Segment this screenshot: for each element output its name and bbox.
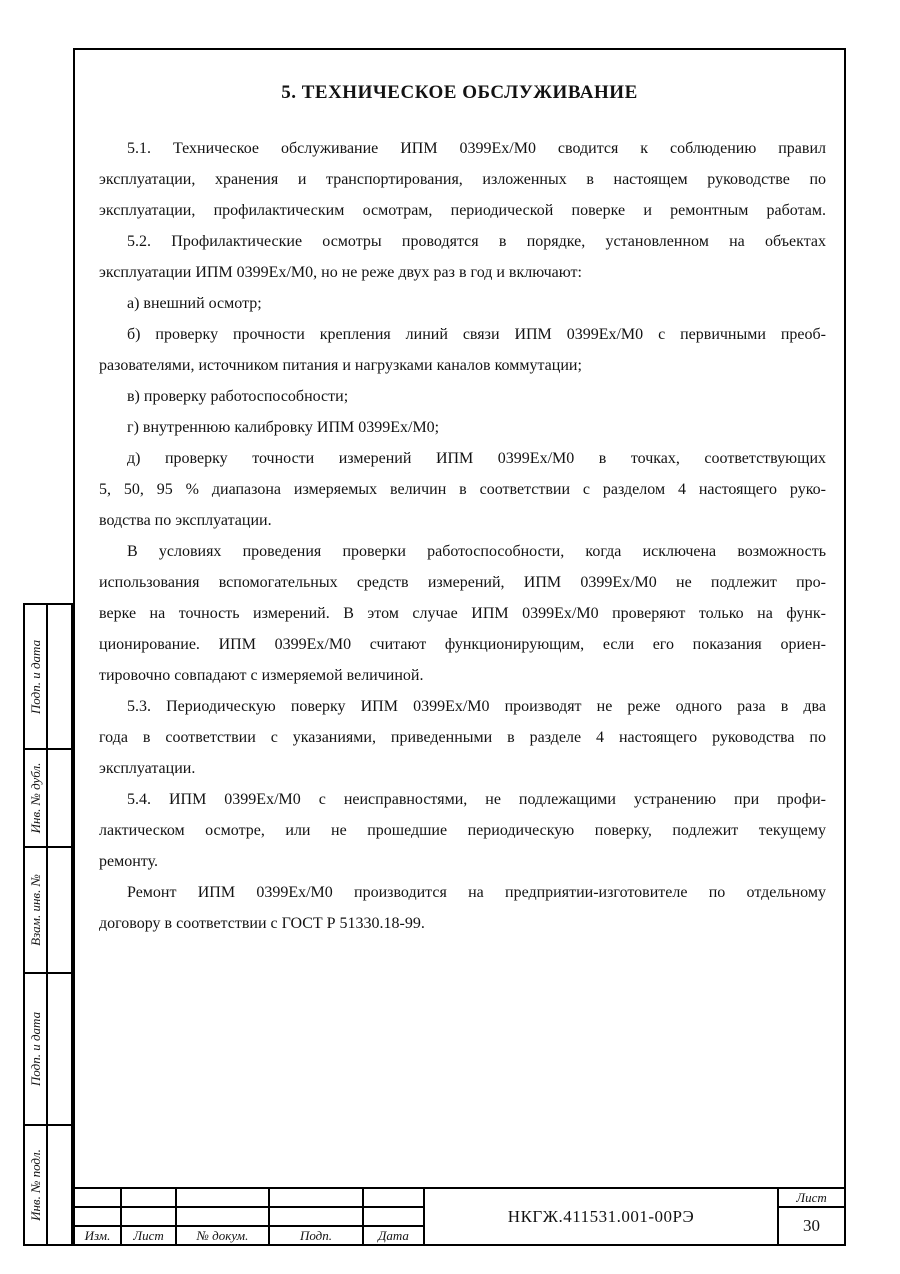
titleblock-column-podp xyxy=(270,1189,364,1244)
text-line: ремонту. xyxy=(99,853,158,870)
side-cell-podp-i-data-1 xyxy=(25,605,71,750)
text-line: в) проверку работоспособности; xyxy=(127,388,349,405)
side-cell-label: Инв. № подл. xyxy=(25,1126,48,1244)
body-text xyxy=(99,133,826,939)
text-line: договору в соответствии с ГОСТ Р 51330.18-99. xyxy=(99,915,425,932)
text-line: 5.4. ИПМ 0399Ех/М0 с неисправностями, не подлежащими устранению при профи- xyxy=(127,791,826,808)
titleblock-column-header: № докум. xyxy=(196,1227,249,1243)
titleblock-column-izm xyxy=(75,1189,122,1244)
text-line: использования вспомогательных средств измерений, ИПМ 0399Ех/М0 не подлежит про- xyxy=(99,574,826,591)
text-line: лактическом осмотре, или не прошедшие периодическую поверку, подлежит текущему xyxy=(99,822,826,839)
titleblock-blank-cell xyxy=(270,1208,362,1227)
titleblock-column-header: Подп. xyxy=(299,1227,333,1243)
side-cell-vzam-inv-no xyxy=(25,848,71,974)
titleblock-column-dokum xyxy=(177,1189,270,1244)
text-line: б) проверку прочности крепления линий связи ИПМ 0399Ех/М0 с первичными преоб- xyxy=(127,326,826,343)
side-cell-inv-no-podl xyxy=(25,1126,71,1244)
gost-title-block xyxy=(73,1187,846,1246)
titleblock-blank-cell xyxy=(122,1208,175,1227)
text-line: В условиях проведения проверки работоспособности, когда исключена возможность xyxy=(127,543,826,560)
section-title: 5. ТЕХНИЧЕСКОЕ ОБСЛУЖИВАНИЕ xyxy=(281,82,638,103)
sheet-cell xyxy=(779,1189,844,1244)
document-number: НКГЖ.411531.001-00РЭ xyxy=(425,1189,779,1244)
side-cell-blank xyxy=(48,848,71,972)
gost-side-column xyxy=(23,603,73,1246)
titleblock-column-list xyxy=(122,1189,177,1244)
titleblock-column-header: Дата xyxy=(378,1227,409,1243)
titleblock-blank-cell xyxy=(75,1208,120,1227)
text-line: 5.3. Периодическую поверку ИПМ 0399Ех/М0 производят не реже одного раза в два xyxy=(127,698,826,715)
titleblock-blank-cell xyxy=(122,1189,175,1208)
text-line: 5.1. Техническое обслуживание ИПМ 0399Ех/М0 сводится к соблюдению правил xyxy=(127,140,826,157)
side-cell-blank xyxy=(48,750,71,846)
text-line: ционирование. ИПМ 0399Ех/М0 считают функционирующим, если его показания ориен- xyxy=(99,636,826,653)
titleblock-blank-cell xyxy=(364,1208,423,1227)
titleblock-blank-cell xyxy=(270,1189,362,1208)
side-cell-label: Взам. инв. № xyxy=(25,848,48,972)
side-cell-label: Инв. № дубл. xyxy=(25,750,48,846)
side-cell-label: Подп. и дата xyxy=(25,974,48,1124)
text-line: а) внешний осмотр; xyxy=(127,295,262,312)
text-line: 5, 50, 95 % диапазона измеряемых величин в соответствии с разделом 4 настоящего руко- xyxy=(99,481,826,498)
text-line: тировочно совпадают с измеряемой величиной. xyxy=(99,667,424,684)
text-line: Ремонт ИПМ 0399Ех/М0 производится на предприятии-изготовителе по отдельному xyxy=(127,884,826,901)
titleblock-blank-cell xyxy=(177,1208,268,1227)
sheet-number: 30 xyxy=(803,1216,820,1235)
text-line: верке на точность измерений. В этом случае ИПМ 0399Ех/М0 проверяют только на функ- xyxy=(99,605,826,622)
text-line: водства по эксплуатации. xyxy=(99,512,272,529)
side-cell-blank xyxy=(48,974,71,1124)
text-line: эксплуатации, хранения и транспортирования, изложенных в настоящем руководстве по xyxy=(99,171,826,188)
text-line: 5.2. Профилактические осмотры проводятся в порядке, установленном на объектах xyxy=(127,233,826,250)
side-cell-inv-no-dubl xyxy=(25,750,71,848)
side-cell-podp-i-data-2 xyxy=(25,974,71,1126)
side-cell-blank xyxy=(48,1126,71,1244)
titleblock-blank-cell xyxy=(177,1189,268,1208)
text-line: эксплуатации, профилактическим осмотрам, периодической поверке и ремонтным работам. xyxy=(99,202,826,219)
side-cell-blank xyxy=(48,605,71,748)
titleblock-column-header: Лист xyxy=(133,1227,164,1243)
sheet-label: Лист xyxy=(779,1189,844,1208)
text-line: разователями, источником питания и нагрузками каналов коммутации; xyxy=(99,357,582,374)
text-line: д) проверку точности измерений ИПМ 0399Ех/М0 в точках, соответствующих xyxy=(127,450,826,467)
text-line: эксплуатации ИПМ 0399Ех/М0, но не реже двух раз в год и включают: xyxy=(99,264,582,281)
text-line: года в соответствии с указаниями, приведенными в разделе 4 настоящего руководства по xyxy=(99,729,826,746)
side-cell-label: Подп. и дата xyxy=(25,605,48,748)
titleblock-column-data xyxy=(364,1189,425,1244)
titleblock-column-header: Изм. xyxy=(84,1227,111,1243)
titleblock-blank-cell xyxy=(364,1189,423,1208)
text-line: эксплуатации. xyxy=(99,760,196,777)
titleblock-blank-cell xyxy=(75,1189,120,1208)
text-line: г) внутреннюю калибровку ИПМ 0399Ех/М0; xyxy=(127,419,440,436)
